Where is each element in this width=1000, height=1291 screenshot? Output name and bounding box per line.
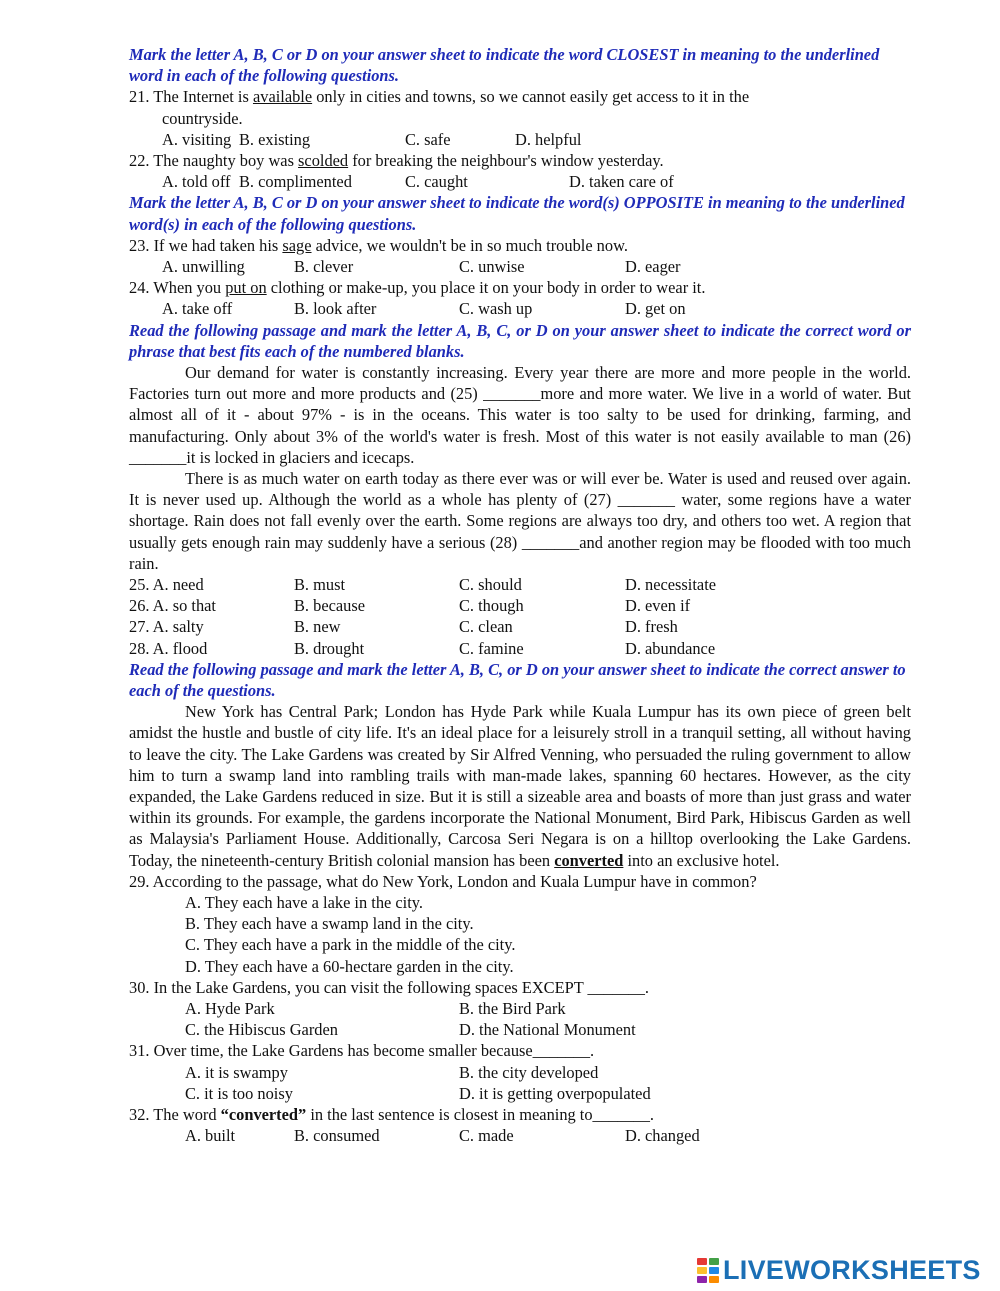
liveworksheets-logo-text: LIVEWORKSHEETS — [723, 1254, 981, 1285]
q27-option-c[interactable]: C. clean — [459, 617, 513, 637]
q28-option-a[interactable]: 28. A. flood — [129, 638, 208, 658]
q25-option-a[interactable]: 25. A. need — [129, 575, 204, 595]
q23-option-b[interactable]: B. clever — [294, 257, 354, 276]
question-32 — [129, 1104, 911, 1125]
logo-tile-4 — [709, 1267, 719, 1274]
q21-underlined-word: available — [252, 87, 313, 107]
q31-option-b[interactable]: B. the city developed — [459, 1062, 599, 1082]
q30-option-b[interactable]: B. the Bird Park — [459, 999, 566, 1019]
question-31: 31. Over time, the Lake Gardens has become smaller because_______. — [129, 1041, 595, 1061]
q29-option-d[interactable]: D. They each have a 60-hectare garden in the city. — [185, 956, 514, 976]
q27-options — [129, 616, 911, 637]
instruction-cloze: Read the following passage and mark the letter A, B, C, or D on your answer sheet to indicate the correct word or phrase that best fits each of the numbered blanks. — [129, 320, 911, 361]
q30-option-d[interactable]: D. the National Monument — [459, 1020, 636, 1040]
q32-options — [129, 1125, 911, 1146]
q24-option-b[interactable]: B. look after — [294, 299, 377, 319]
q24-pre: 24. When you — [129, 278, 226, 298]
q29-option-c[interactable]: C. They each have a park in the middle of the city. — [185, 935, 516, 955]
q29-option-b[interactable]: B. They each have a swamp land in the city. — [185, 914, 474, 934]
q30-option-a[interactable]: A. Hyde Park — [185, 999, 275, 1019]
cloze-paragraph-1: Our demand for water is constantly increasing. Every year there are more and more people in the world. Factories turn out more and more products and (25) _______more and more water. We live in a world of water. But almost all of it - about 97% - is in the oceans. This water is too salty to be used for drinking, farming, and manufacturing. Only about 3% of the world's water is fresh. Most of this water is not easily available to man (26) _______it is locked in glaciers and icecaps. — [129, 362, 911, 467]
q26-options — [129, 595, 911, 616]
q24-options — [129, 298, 911, 319]
question-23 — [129, 235, 911, 256]
q23-post: advice, we wouldn't be in so much trouble now. — [311, 235, 628, 255]
q22-underlined-word: scolded — [298, 151, 349, 170]
question-22 — [129, 150, 911, 171]
q24-option-d[interactable]: D. get on — [625, 299, 686, 319]
question-29: 29. According to the passage, what do New York, London and Kuala Lumpur have in common? — [129, 871, 757, 891]
reading-underlined-word: converted — [554, 850, 624, 870]
q21-option-a[interactable]: A. visiting — [162, 129, 232, 149]
worksheet-page — [129, 44, 911, 1146]
q22-options — [129, 171, 911, 192]
q28-options — [129, 638, 911, 659]
q31-options-row2 — [129, 1083, 911, 1104]
q26-option-c[interactable]: C. though — [459, 596, 524, 616]
q32-option-a[interactable]: A. built — [185, 1126, 236, 1146]
q26-option-d[interactable]: D. even if — [625, 596, 691, 616]
q25-option-d[interactable]: D. necessitate — [625, 575, 717, 595]
q22-post: for breaking the neighbour's window yesterday. — [348, 151, 664, 170]
q21-option-c[interactable]: C. safe — [405, 129, 451, 149]
q32-pre: 32. The word — [129, 1104, 221, 1124]
q23-option-c[interactable]: C. unwise — [459, 257, 525, 276]
q23-option-d[interactable]: D. eager — [625, 257, 681, 276]
question-30: 30. In the Lake Gardens, you can visit the following spaces EXCEPT _______. — [129, 977, 650, 997]
q21-post: only in cities and towns, so we cannot easily get access to it in the — [312, 87, 750, 107]
q26-option-b[interactable]: B. because — [294, 596, 365, 616]
q23-options — [129, 256, 911, 277]
q22-pre: 22. The naughty boy was — [129, 151, 299, 170]
instruction-opposite: Mark the letter A, B, C or D on your answer sheet to indicate the word(s) OPPOSITE in meaning to the underlined word(s) in each of the following questions. — [129, 193, 905, 234]
question-24 — [129, 277, 911, 298]
q22-option-c[interactable]: C. caught — [405, 172, 468, 192]
q29-option-a[interactable]: A. They each have a lake in the city. — [185, 893, 424, 912]
q32-post: in the last sentence is closest in meaning to_______. — [306, 1104, 655, 1124]
cloze-paragraph-2: There is as much water on earth today as there ever was or will ever be. Water is used and reused over again. It is never used up. Although the world as a whole has plenty of (27) _______ water, some regions have a water shortage. Rain does not fall evenly over the earth. Some regions are always too dry, and others too wet. A region that usually gets enough rain may suddenly have a serious (28) _______and another region may be flooded with too much rain. — [129, 469, 911, 573]
q24-option-c[interactable]: C. wash up — [459, 299, 533, 319]
q30-options-row2 — [129, 1019, 911, 1040]
question-21 — [129, 86, 911, 107]
q28-option-b[interactable]: B. drought — [294, 638, 365, 658]
q21-pre: 21. The Internet is — [129, 87, 253, 107]
logo-tile-6 — [709, 1276, 719, 1283]
q24-underlined-word: put on — [225, 278, 267, 298]
q21-option-b[interactable]: B. existing — [239, 129, 311, 149]
q26-option-a[interactable]: 26. A. so that — [129, 596, 216, 616]
q24-option-a[interactable]: A. take off — [162, 299, 233, 319]
q27-option-d[interactable]: D. fresh — [625, 617, 678, 637]
instruction-closest: Mark the letter A, B, C or D on your answer sheet to indicate the word CLOSEST in meaning to the underlined word in each of the following questions. — [129, 45, 880, 86]
q32-option-b[interactable]: B. consumed — [294, 1126, 380, 1146]
q31-option-c[interactable]: C. it is too noisy — [185, 1083, 293, 1103]
q23-pre: 23. If we had taken his — [129, 235, 283, 255]
q31-option-d[interactable]: D. it is getting overpopulated — [459, 1083, 651, 1103]
q32-bold-word: “converted” — [220, 1104, 307, 1124]
q25-option-c[interactable]: C. should — [459, 575, 522, 595]
reading-post: into an exclusive hotel. — [623, 850, 780, 870]
q28-option-c[interactable]: C. famine — [459, 638, 524, 658]
q21-options — [129, 129, 911, 150]
q28-option-d[interactable]: D. abundance — [625, 638, 716, 658]
q32-option-c[interactable]: C. made — [459, 1126, 514, 1146]
reading-text: New York has Central Park; London has Hyde Park while Kuala Lumpur has its own piece of green belt amidst the hustle and bustle of city life. It's an ideal place for a leisurely stroll in a tranquil setting, all without having to leave the city. The Lake Gardens was created by Sir Alfred Venning, who persuaded the ruling government to allow him to turn a swamp land into rambling trails with man-made lakes, spanning 60 hectares. However, as the city expanded, the Lake Gardens reduced in size. But it is still a sizeable area and boasts of more than just grass and water within its grounds. For example, the gardens incorporate the National Monument, Bird Park, Hibiscus Garden as well as Malaysia's Parliament House. Additionally, Carcosa Seri Negara is on a hilltop overlooking the Lake Gardens. Today, the nineteenth-century British colonial mansion has been — [129, 702, 911, 870]
q32-option-d[interactable]: D. changed — [625, 1126, 700, 1146]
liveworksheets-logo-icon — [697, 1258, 719, 1282]
q31-option-a[interactable]: A. it is swampy — [185, 1062, 288, 1082]
q23-underlined-word: sage — [282, 235, 312, 255]
logo-tile-3 — [697, 1267, 707, 1274]
q22-option-a[interactable]: A. told off — [162, 172, 231, 192]
q30-option-c[interactable]: C. the Hibiscus Garden — [185, 1020, 338, 1040]
reading-passage — [129, 701, 911, 871]
instruction-reading: Read the following passage and mark the letter A, B, C, or D on your answer sheet to indicate the correct answer to each of the questions. — [129, 659, 906, 700]
q27-option-b[interactable]: B. new — [294, 617, 341, 637]
q24-post: clothing or make-up, you place it on your body in order to wear it. — [266, 278, 706, 298]
q31-options-row1 — [129, 1062, 911, 1083]
q25-option-b[interactable]: B. must — [294, 575, 346, 595]
liveworksheets-logo[interactable] — [697, 1256, 981, 1284]
q22-option-b[interactable]: B. complimented — [239, 172, 352, 192]
logo-tile-5 — [697, 1276, 707, 1283]
q25-options — [129, 574, 911, 595]
logo-tile-1 — [697, 1258, 707, 1265]
q21-continuation: countryside. — [162, 108, 243, 128]
q30-options-row1 — [129, 998, 911, 1019]
q27-option-a[interactable]: 27. A. salty — [129, 617, 204, 637]
q22-option-d[interactable]: D. taken care of — [569, 172, 674, 192]
q21-option-d[interactable]: D. helpful — [515, 129, 582, 149]
logo-tile-2 — [709, 1258, 719, 1265]
q23-option-a[interactable]: A. unwilling — [162, 257, 245, 276]
